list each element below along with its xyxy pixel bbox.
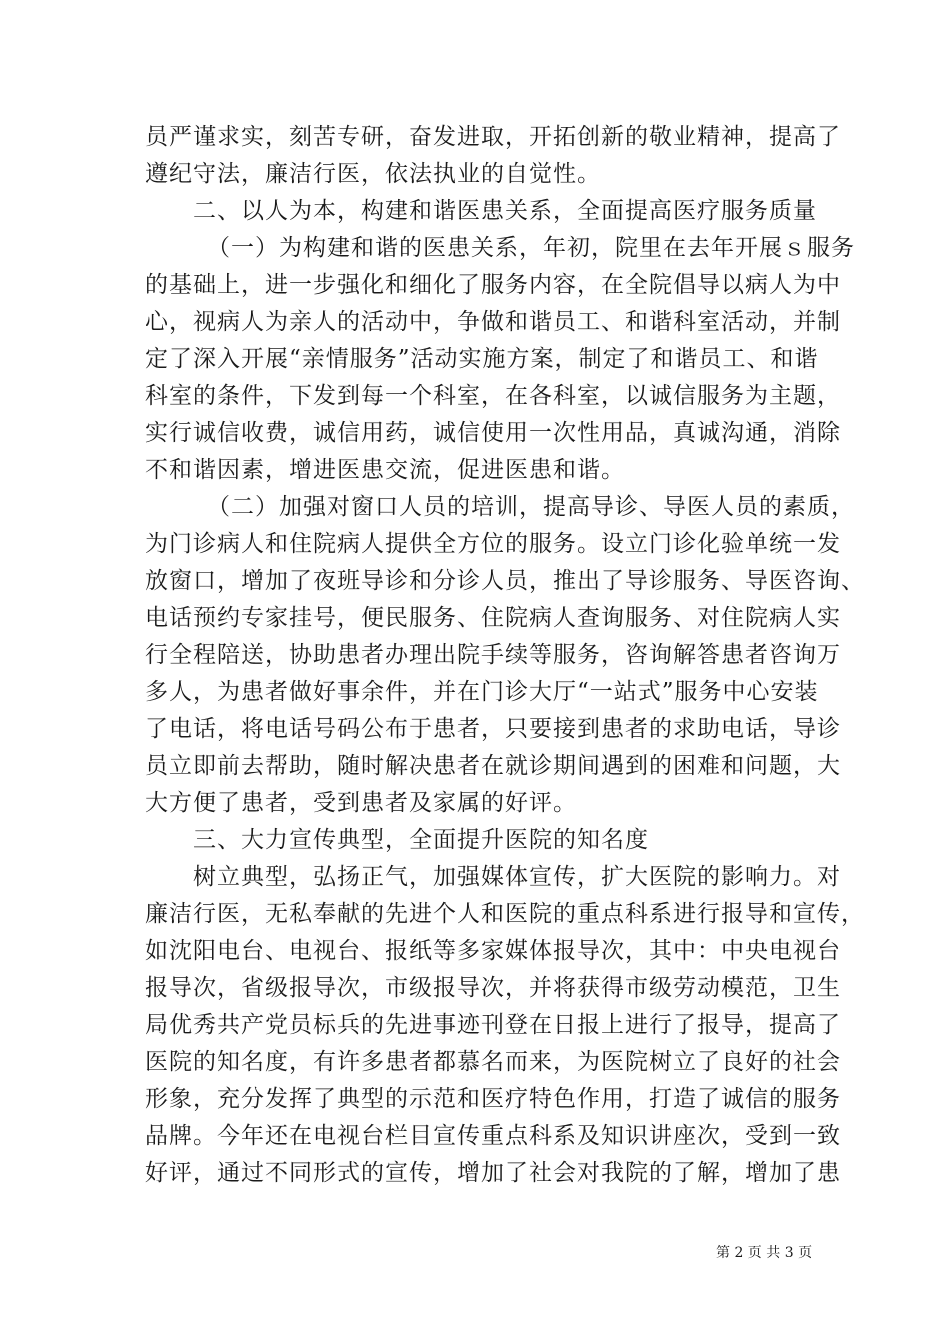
body-line: 实行诚信收费，诚信用药，诚信使用一次性用品，真诚沟通，消除 [145,420,841,446]
body-line: 如沈阳电台、电视台、报纸等多家媒体报导次，其中：中央电视台 [145,938,841,964]
body-line: 形象，充分发挥了典型的示范和医疗特色作用，打造了诚信的服务 [145,1086,841,1112]
body-line: 多人，为患者做好事余件，并在门诊大厅“一站式”服务中心安装 [145,679,819,705]
subsection-paragraph-start: （一）为构建和谐的医患关系，年初，院里在去年开展ｓ服务 [207,235,855,261]
body-line: 报导次，省级报导次，市级报导次，并将获得市级劳动模范，卫生 [145,975,841,1001]
body-line: 员严谨求实，刻苦专研，奋发进取，开拓创新的敬业精神，提高了 [145,124,841,150]
body-line: 的基础上，进一步强化和细化了服务内容，在全院倡导以病人为中 [145,272,841,298]
section-heading: 二、以人为本，构建和谐医患关系，全面提高医疗服务质量 [193,198,817,224]
body-line: 电话预约专家挂号，便民服务、住院病人查询服务、对住院病人实 [145,605,841,631]
body-line: 定了深入开展“亲情服务”活动实施方案，制定了和谐员工、和谐 [145,346,819,372]
body-line: 医院的知名度，有许多患者都慕名而来，为医院树立了良好的社会 [145,1049,841,1075]
body-line: 科室的条件，下发到每一个科室，在各科室，以诚信服务为主题， [145,383,841,409]
body-line: 廉洁行医，无私奉献的先进个人和医院的重点科系进行报导和宣传， [145,901,865,927]
body-line: 局优秀共产党员标兵的先进事迹刊登在日报上进行了报导，提高了 [145,1012,841,1038]
body-line: 了电话，将电话号码公布于患者，只要接到患者的求助电话，导诊 [145,716,841,742]
body-line: 行全程陪送，协助患者办理出院手续等服务，咨询解答患者咨询万 [145,642,841,668]
body-line: 品牌。今年还在电视台栏目宣传重点科系及知识讲座次，受到一致 [145,1123,841,1149]
section-heading: 三、大力宣传典型，全面提升医院的知名度 [193,827,649,853]
subsection-paragraph-start: （二）加强对窗口人员的培训，提高导诊、导医人员的素质， [207,494,855,520]
body-line: 好评，通过不同形式的宣传，增加了社会对我院的了解，增加了患 [145,1160,841,1186]
body-line: 员立即前去帮助，随时解决患者在就诊期间遇到的困难和问题，大 [145,753,841,779]
body-line: 心，视病人为亲人的活动中，争做和谐员工、和谐科室活动，并制 [145,309,841,335]
body-line: 不和谐因素，增进医患交流，促进医患和谐。 [145,457,625,483]
page-number-footer: 第 2 页 共 3 页 [716,1245,813,1261]
body-line: 放窗口，增加了夜班导诊和分诊人员，推出了导诊服务、导医咨询、 [145,568,865,594]
body-line: 大方便了患者，受到患者及家属的好评。 [145,790,577,816]
body-line: 遵纪守法，廉洁行医，依法执业的自觉性。 [145,161,601,187]
body-line: 为门诊病人和住院病人提供全方位的服务。设立门诊化验单统一发 [145,531,841,557]
paragraph-start: 树立典型，弘扬正气，加强媒体宣传，扩大医院的影响力。对 [193,864,841,890]
